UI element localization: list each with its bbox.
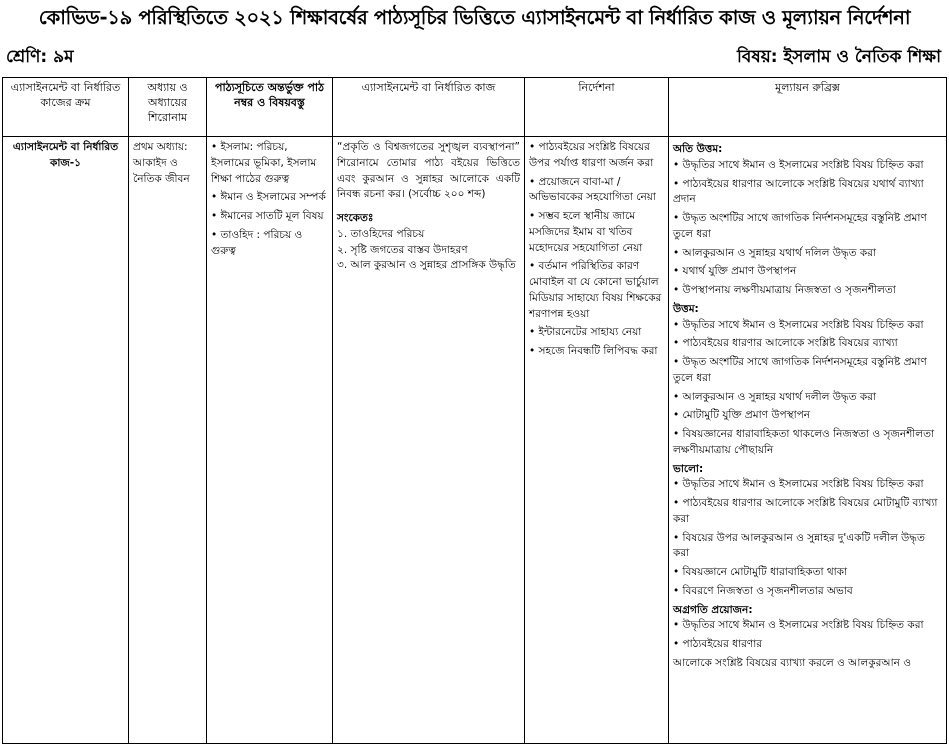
instruction-item: • সহজে নিবন্ধটি লিপিবদ্ধ করা <box>529 345 658 357</box>
column-header-chapter: অধ্যায় ও অধ্যায়ের শিরোনাম <box>129 78 207 137</box>
assignment-text: “প্রকৃতি ও বিশ্বজগতের সুশৃঙ্খল ব্যবস্থাপনা” শিরোনামে তোমার পাঠ্য বইয়ের ভিত্তিতে এবং কুরআন ও সুন্নাহর আলোকে একটি নিবন্ধ রচনা কর। (সর্বোচ্চ ২০০ শব্দ) <box>337 141 520 201</box>
rubric-item: • যথার্থ যুক্তি প্রমাণ উপস্থাপন <box>673 265 797 278</box>
hint-item: ৩. আল কুরআন ও সুন্নাহর প্রাসঙ্গিক উদ্ধৃতি <box>337 259 516 272</box>
rubric-item: • পাঠ্যবইয়ের ধারণার আলোকে সংশ্লিষ্ট বিষয়ের যথার্থ ব্যাখ্যা প্রদান <box>673 177 924 206</box>
column-header-instructions: নির্দেশনা <box>525 78 669 137</box>
assignment-cell <box>333 137 525 744</box>
column-header-sequence: এ্যাসাইনমেন্ট বা নির্ধারিত কাজের ক্রম <box>3 78 129 137</box>
rubric-item: • বিষয়জ্ঞানের ধারাবাহিকতা থাকলেও নিজস্বতা ও সৃজনশীলতা লক্ষণীয়মাত্রায় পৌছায়নি <box>673 428 935 456</box>
rubric-item: • উদ্ধৃত অংশটির সাথে জাগতিক নির্দশনসমূহের বস্তুনিষ্ট প্রমাণ তুলে ধরা <box>673 356 927 384</box>
page-title: কোভিড-১৯ পরিস্থিতিতে ২০২১ শিক্ষাবর্ষের পাঠ্যসূচির ভিত্তিতে এ্যাসাইনমেন্ট বা নির্ধারিত কাজ ও মূল্যায়ন নির্দেশনা <box>38 6 911 29</box>
instruction-item: • বর্তমান পরিস্থিতির কারণ মোবাইল বা যে কোনো ভার্চুয়াল মিডিয়ার সাহায্যে বিষয় শিক্ষকের শরণাপন্ন হওয়া <box>529 260 662 320</box>
instructions-cell <box>525 137 669 744</box>
rubric-item: • উপস্থাপনায় লক্ষণীয়মাত্রায় নিজস্বতা ও সৃজনশীলতা <box>673 284 896 296</box>
column-header-lessons: পাঠ্যসূচিতে অন্তর্ভুক্ত পাঠ নম্বর ও বিষয়বস্তু <box>207 78 333 137</box>
rubric-cell <box>669 137 947 744</box>
rubric-item: • পাঠ্যবইয়ের ধারণার আলোকে সংশ্লিষ্ট বিষয়ের মোটামুটি ব্যাখ্যা করা <box>673 497 938 525</box>
rubric-item: • মোটামুটি যুক্তি প্রমাণ উপস্থাপন <box>673 409 811 422</box>
hint-item: ১. তাওহিদের পরিচয় <box>337 227 425 240</box>
lesson-item: • তাওহিদ : পরিচয় ও গুরুত্ব <box>211 228 303 257</box>
hints-title: সংকেতঃ <box>337 212 374 224</box>
rubric-level-title: উত্তম: <box>673 302 699 315</box>
rubric-item: • বিষয়জ্ঞানে মোটামুটি ধারাবাহিকতা থাকা <box>673 566 848 578</box>
rubric-item: • বিষয়ের উপর আলকুরআন ও সুন্নাহর দু'একটি দলীল উদ্ধৃত করা <box>673 531 925 560</box>
hint-item: ২. সৃষ্টি জগতের বাস্তব উদাহরণ <box>337 243 468 256</box>
lesson-item: • ইসলাম: পরিচয়, ইসলামের ভূমিকা, ইসলাম শিক্ষা পাঠের গুরুত্ব <box>211 141 317 185</box>
lesson-item: • ঈমানের সাতটি মূল বিষয় <box>211 210 324 222</box>
chapter-cell: প্রথম অধ্যায়: আকাইদ ও নৈতিক জীবন <box>129 137 207 744</box>
subject-label: বিষয়: ইসলাম ও নৈতিক শিক্ষা <box>737 47 941 67</box>
rubric-item: • পাঠ্যবইয়ের ধারণার <box>673 638 763 650</box>
column-header-assignment: এ্যাসাইনমেন্ট বা নির্ধারিত কাজ <box>333 78 525 137</box>
assignment-table <box>2 77 947 744</box>
instruction-item: • সম্ভব হলে স্থানীয় জামে মসজিদের ইমাম বা খতিব মহোদয়ের সহযোগিতা নেয়া <box>529 210 643 254</box>
instruction-item: • প্রয়োজনে বাবা-মা /অভিভাবকের সহযোগিতা নেয়া <box>529 175 656 204</box>
instruction-item: • ইন্টারনেটের সাহায্য নেয়া <box>529 326 642 339</box>
rubric-item: • উদ্ধৃত অংশটির সাথে জাগতিক নির্দশনসমূহের বস্তুনিষ্ট প্রমাণ তুলে ধরা <box>673 212 927 240</box>
rubric-item: • উদ্ধৃতির সাথে ঈমান ও ইসলামের সংশ্লিষ্ট বিষয় চিহ্নিত করা <box>673 318 924 331</box>
rubric-item: • উদ্ধৃতির সাথে ঈমান ও ইসলামের সংশ্লিষ্ট বিষয় চিহ্নিত করা <box>673 478 924 491</box>
table-row <box>3 137 947 744</box>
rubric-level-title: অগ্রগতি প্রয়োজন: <box>673 603 753 616</box>
rubric-item: • আলকুরআন ও সুন্নাহর যথার্থ দলীল উদ্ধৃত করা <box>673 390 877 403</box>
rubric-level-title: ভালো: <box>673 462 704 475</box>
rubric-item: • পাঠ্যবইয়ের ধারণার আলোকে সংশ্লিষ্ট বিষয়ের ব্যাখ্যা <box>673 337 898 350</box>
lesson-item: • ঈমান ও ইসলামের সম্পর্ক <box>211 191 326 204</box>
rubric-level-title: অতি উত্তম: <box>673 143 723 155</box>
sequence-cell: এ্যাসাইনমেন্ট বা নির্ধারিত কাজ-১ <box>3 137 129 744</box>
class-label: শ্রেণি: ৯ম <box>6 47 74 67</box>
rubric-item: আলোকে সংশ্লিষ্ট বিষয়ের ব্যাখ্যা করলে ও আলকুরআন ও <box>673 656 911 669</box>
rubric-item: • উদ্ধৃতির সাথে ঈমান ও ইসলামের সংশ্লিষ্ট বিষয় চিহ্নিত করা <box>673 619 924 632</box>
rubric-item: • আলকুরআন ও সুন্নাহর যথার্থ দলিল উদ্ধৃত করা <box>673 246 877 259</box>
table-header-row <box>3 78 947 137</box>
column-header-rubric: মূল্যায়ন রুব্রিক্স <box>669 78 947 137</box>
instruction-item: • পাঠ্যবইয়ের সংশ্লিষ্ট বিষয়ের উপর পর্যাপ্ত ধারণা অর্জন করা <box>529 141 654 169</box>
lessons-cell <box>207 137 333 744</box>
rubric-item: • বিবরণে নিজস্বতা ও সৃজনশীলতার অভাব <box>673 584 853 597</box>
rubric-item: • উদ্ধৃতির সাথে ঈমান ও ইসলামের সংশ্লিষ্ট বিষয় চিহ্নিত করা <box>673 158 924 171</box>
